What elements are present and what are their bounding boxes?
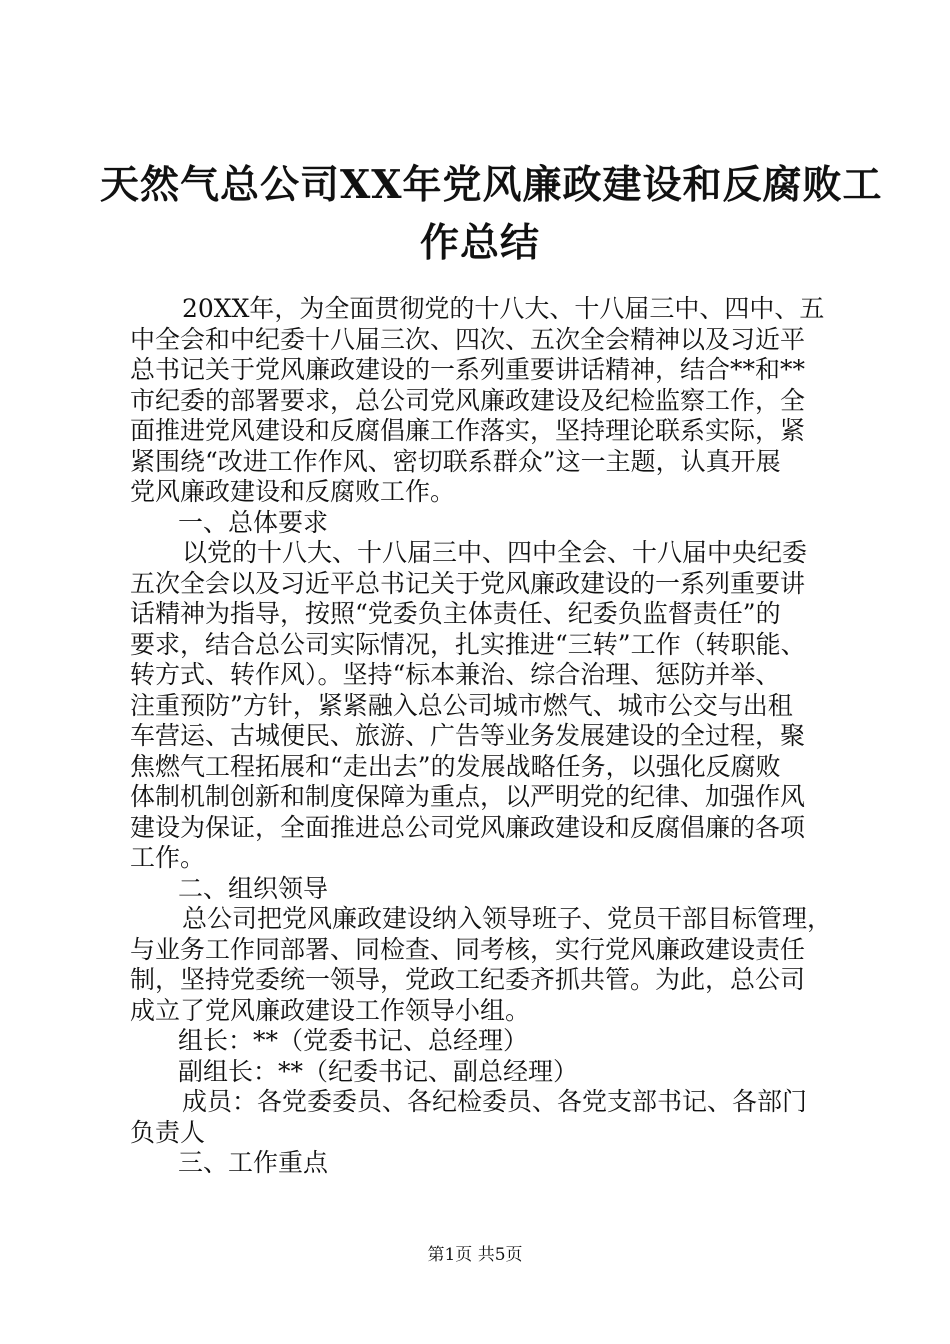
text-line: 以党的十八大、十八届三中、四中全会、十八届中央纪委 [182, 538, 808, 567]
text-line: 20XX年，为全面贯彻党的十八大、十八届三中、四中、五 [182, 294, 825, 323]
text-line: 车营运、古城便民、旅游、广告等业务发展建设的全过程，聚 [130, 721, 806, 750]
text-line: 成立了党风廉政建设工作领导小组。 [130, 995, 531, 1025]
text-line: 话精神为指导，按照“党委负主体责任、纪委负监督责任”的 [130, 599, 781, 628]
text-line: 制，坚持党委统一领导，党政工纪委齐抓共管。为此，总公司 [130, 965, 806, 994]
text-line: 焦燃气工程拓展和“走出去”的发展战略任务，以强化反腐败 [130, 751, 781, 781]
page-footer: 第1页 共5页 [427, 1245, 523, 1265]
text-line: 工作。 [130, 843, 206, 872]
section-heading: 三、工作重点 [178, 1148, 329, 1177]
text-line: 转方式、转作风）。坚持“标本兼治、综合治理、惩防并举、 [130, 660, 781, 689]
text-line: 建设为保证，全面推进总公司党风廉政建设和反腐倡廉的各项 [130, 812, 806, 842]
text-line: 注重预防”方针，紧紧融入总公司城市燃气、城市公交与出租 [130, 690, 793, 720]
text-line: 与业务工作同部署、同检查、同考核，实行党风廉政建设责任 [130, 934, 806, 964]
text-line: 紧围绕“改进工作作风、密切联系群众”这一主题，认真开展 [130, 446, 781, 476]
text-line: 五次全会以及习近平总书记关于党风廉政建设的一系列重要讲 [130, 568, 806, 598]
text-line: 党风廉政建设和反腐败工作。 [130, 477, 456, 506]
document-title-line-1: 天然气总公司XX年党风廉政建设和反腐败工 [100, 162, 883, 208]
text-line: 总公司把党风廉政建设纳入领导班子、党员干部目标管理， [182, 904, 833, 933]
text-line: 中全会和中纪委十八届三次、四次、五次全会精神以及习近平 [130, 324, 806, 354]
text-line: 副组长：**（纪委书记、副总经理） [178, 1056, 579, 1086]
text-line: 成员：各党委委员、各纪检委员、各党支部书记、各部门 [182, 1087, 808, 1116]
text-line: 面推进党风建设和反腐倡廉工作落实，坚持理论联系实际，紧 [130, 416, 806, 445]
document-body [130, 294, 833, 1179]
text-line: 要求，结合总公司实际情况，扎实推进“三转”工作（转职能、 [130, 629, 806, 659]
section-heading: 一、总体要求 [178, 507, 329, 537]
text-line: 总书记关于党风廉政建设的一系列重要讲话精神，结合**和** [130, 355, 806, 384]
text-line: 负责人 [130, 1117, 206, 1147]
text-line: 体制机制创新和制度保障为重点，以严明党的纪律、加强作风 [130, 782, 806, 811]
section-heading: 二、组织领导 [178, 873, 329, 903]
document-title-line-2: 作总结 [419, 220, 540, 266]
text-line: 组长：**（党委书记、总经理） [178, 1026, 529, 1055]
text-line: 市纪委的部署要求，总公司党风廉政建设及纪检监察工作，全 [130, 385, 806, 415]
